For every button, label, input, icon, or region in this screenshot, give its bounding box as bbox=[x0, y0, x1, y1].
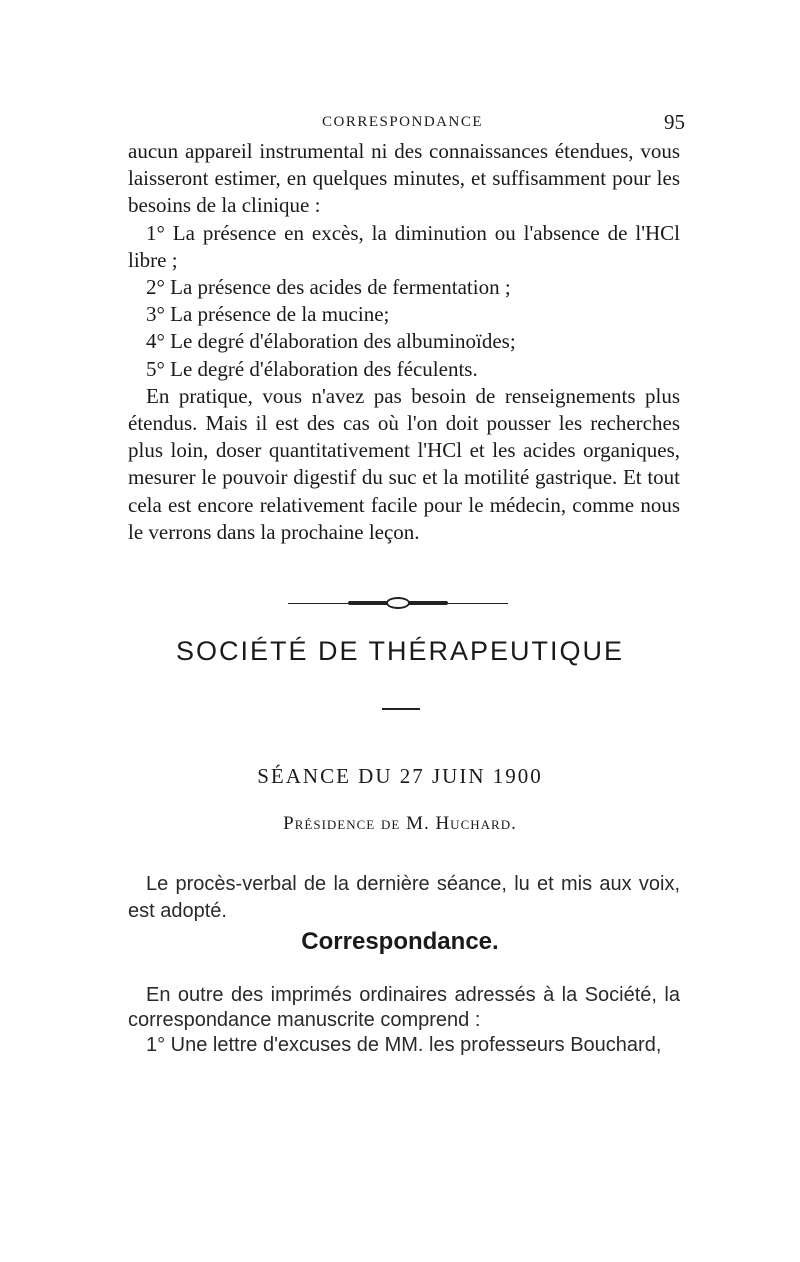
correspondence-text bbox=[128, 983, 680, 1058]
divider-knot-icon bbox=[386, 597, 410, 609]
society-title: SOCIÉTÉ DE THÉRAPEUTIQUE bbox=[175, 636, 625, 666]
minutes-text: Le procès-verbal de la dernière séance, lu et mis aux voix, est adopté. bbox=[128, 873, 680, 922]
body-text bbox=[128, 138, 680, 546]
page-number: 95 bbox=[664, 110, 685, 134]
short-rule bbox=[382, 708, 420, 710]
list-item-4: 4° Le degré d'élaboration des albuminoïdes; bbox=[146, 329, 516, 354]
list-item-1: 1° La présence en excès, la diminution ou l'absence de l'HCl libre ; bbox=[128, 220, 680, 272]
minutes-paragraph bbox=[128, 871, 680, 925]
correspondence-heading: Correspondance. bbox=[301, 928, 499, 955]
paragraph-intro: aucun appareil instrumental ni des connaissances étendues, vous laisseront estimer, en quelques minutes, et suffisamment pour les besoins de la clinique : bbox=[128, 139, 680, 218]
session-title: SÉANCE DU 27 JUIN 1900 bbox=[257, 764, 543, 788]
presidency-line: Présidence de M. Huchard. bbox=[283, 813, 517, 834]
running-title: CORRESPONDANCE bbox=[321, 114, 484, 130]
list-item-2: 2° La présence des acides de fermentation ; bbox=[146, 275, 511, 300]
running-head bbox=[120, 110, 685, 134]
list-item-5: 5° Le degré d'élaboration des féculents. bbox=[146, 356, 478, 381]
correspondence-paragraph-2: 1° Une lettre d'excuses de MM. les professeurs Bouchard, bbox=[146, 1034, 662, 1056]
correspondence-paragraph-1: En outre des imprimés ordinaires adressés à la Société, la correspondance manuscrite comprend : bbox=[128, 984, 680, 1031]
list-item-3: 3° La présence de la mucine; bbox=[146, 302, 390, 327]
ornamental-divider bbox=[288, 596, 508, 610]
paragraph-practice: En pratique, vous n'avez pas besoin de renseignements plus étendus. Mais il est des cas où l'on doit pousser les recherches plus loin, doser quantitativement l'HCl et les acides organiques, mesurer le pouvoir digestif du suc et la motilité gastrique. Et tout cela est encore relativement facile pour le médecin, comme nous le verrons dans la prochaine leçon. bbox=[128, 383, 680, 544]
